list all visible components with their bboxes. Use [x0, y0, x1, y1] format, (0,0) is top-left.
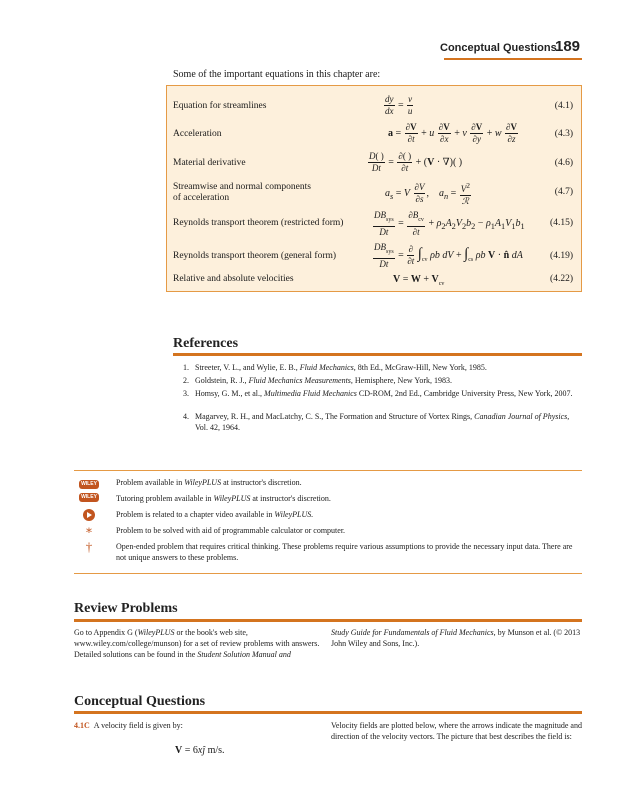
legend-text: Open-ended problem that requires critical thinking. These problems require various assumptions to provide the necessary input data. There are not unique answers to these problems. — [116, 542, 573, 562]
reference-text: Homsy, G. M., et al., Multimedia Fluid Mechanics CD-ROM, 2nd Ed., Cambridge University Press, New York, 2007. — [195, 389, 573, 398]
conceptual-right-paragraph: Velocity fields are plotted below, where the arrows indicate the magnitude and direction of the velocity vectors. The picture that best describes the field is: — [331, 721, 582, 741]
references-heading: References — [173, 336, 239, 351]
equation-number: (4.3) — [554, 129, 573, 139]
reference-number: 3. — [183, 389, 189, 398]
review-problems-rule — [74, 619, 582, 622]
reference-text: Magarvey, R. H., and MacLatchy, C. S., The Formation and Structure of Vortex Rings, Canadian Journal of Physics, Vol. 42, 1964. — [195, 412, 570, 432]
asterisk-icon: ∗ — [84, 523, 94, 537]
equation-label-line1: Streamwise and normal components — [173, 182, 311, 192]
equation-label: Reynolds transport theorem (restricted form) — [173, 218, 344, 228]
equation-label: Reynolds transport theorem (general form) — [173, 251, 337, 261]
reference-item — [183, 411, 583, 433]
equation-rtt-restricted: $\frac{DB_{sys}}{Dt}$ = $\frac{\partial B_{cv}}{\partial t}$ + $\rho_2A_2V_2b_2 - \rho_1A_1V_1b_1$ — [374, 210, 525, 237]
equations-intro: Some of the important equations in this chapter are: — [173, 69, 381, 80]
equation-material-derivative: $\frac{D( )}{Dt}$ = $\frac{\partial( )}{\partial t}$ + (V · ∇)( ) — [369, 151, 463, 173]
dagger-icon: † — [85, 539, 93, 554]
reference-text: Goldstein, R. J., Fluid Mechanics Measurements, Hemisphere, New York, 1983. — [195, 376, 453, 385]
equation-label-line2: of acceleration — [173, 193, 230, 203]
equation-acceleration: a = $\frac{\partial V}{\partial t}$ + u $\frac{\partial V}{\partial x}$ + v $\frac{\partial V}{\partial y}$ + w $\frac{\partial V}{\partial z}$ — [388, 122, 517, 144]
equation-label: Acceleration — [173, 129, 222, 139]
equation-row — [167, 94, 583, 120]
equation-label: Material derivative — [173, 158, 246, 168]
reference-number: 1. — [183, 363, 189, 372]
running-header-section: Conceptual Questions — [440, 42, 557, 54]
equation-summary-box — [166, 85, 582, 292]
review-right-paragraph: Study Guide for Fundamentals of Fluid Mechanics, by Munson et al. (© 2013 John Wiley and Sons, Inc.). — [331, 628, 581, 648]
equation-streamwise-normal: $a_s = V$ $\frac{\partial V}{\partial s}$ , $a_n$ = $\frac{V^2}{\text{ℛ}}$ — [385, 181, 471, 206]
question-id: 4.1C — [74, 721, 90, 730]
legend-text: Problem available in WileyPLUS at instructor's discretion. — [116, 478, 302, 487]
review-problems-heading: Review Problems — [74, 601, 178, 616]
equation-streamlines: $\frac{dy}{dx}$ = $\frac{v}{u}$ — [385, 94, 413, 116]
equation-number: (4.15) — [550, 218, 573, 228]
equation-number: (4.7) — [554, 187, 573, 197]
problem-symbol-legend — [74, 470, 582, 574]
equation-label: Equation for streamlines — [173, 101, 267, 111]
equation-number: (4.19) — [550, 251, 573, 261]
equation-number: (4.6) — [554, 158, 573, 168]
video-play-icon — [78, 509, 100, 524]
equation-label — [173, 182, 311, 204]
equation-relative-velocity: $V = W + V_{cv}$ — [393, 274, 445, 287]
question-4-1c — [74, 720, 183, 731]
wileyplus-go-icon: WILEY GO — [78, 493, 100, 510]
review-left-paragraph: Go to Appendix G (WileyPLUS or the book's web site, www.wiley.com/college/munson) for a set of review problems with answers. Detailed solutions can be found in the Student Solution Manual and — [74, 628, 320, 659]
equation-row — [167, 274, 583, 288]
equation-row — [167, 242, 583, 270]
conceptual-questions-heading: Conceptual Questions — [74, 694, 206, 709]
equation-number: (4.1) — [554, 101, 573, 111]
reference-item — [183, 375, 583, 386]
equation-number: (4.22) — [550, 274, 573, 284]
question-text: A velocity field is given by: — [93, 721, 183, 730]
references-rule — [173, 353, 582, 356]
reference-number: 2. — [183, 376, 189, 385]
equation-row — [167, 180, 583, 206]
equation-row — [167, 122, 583, 148]
wileyplus-icon: WILEY — [78, 477, 100, 489]
legend-text: Problem to be solved with aid of programmable calculator or computer. — [116, 526, 346, 535]
equation-rtt-general: $\frac{DB_{sys}}{Dt}$ = $\frac{\partial}{\partial t}$ $\int_{cv}$ ρb dV + $\int_{cs}$ ρb V · n̂ dA — [374, 242, 523, 269]
equation-row — [167, 151, 583, 177]
header-rule — [444, 58, 582, 60]
legend-text: Tutoring problem available in WileyPLUS at instructor's discretion. — [116, 494, 331, 503]
reference-text: Streeter, V. L., and Wylie, E. B., Fluid Mechanics, 8th Ed., McGraw-Hill, New York, 1985. — [195, 363, 487, 372]
reference-number: 4. — [183, 412, 189, 421]
conceptual-questions-rule — [74, 711, 582, 714]
reference-item — [183, 362, 583, 373]
legend-text: Problem is related to a chapter video available in WileyPLUS. — [116, 510, 314, 519]
velocity-field-equation: V = 6xĵ m/s. — [175, 745, 225, 756]
equation-row — [167, 210, 583, 236]
equation-label: Relative and absolute velocities — [173, 274, 294, 284]
reference-item — [183, 388, 583, 410]
page-number: 189 — [555, 38, 581, 55]
